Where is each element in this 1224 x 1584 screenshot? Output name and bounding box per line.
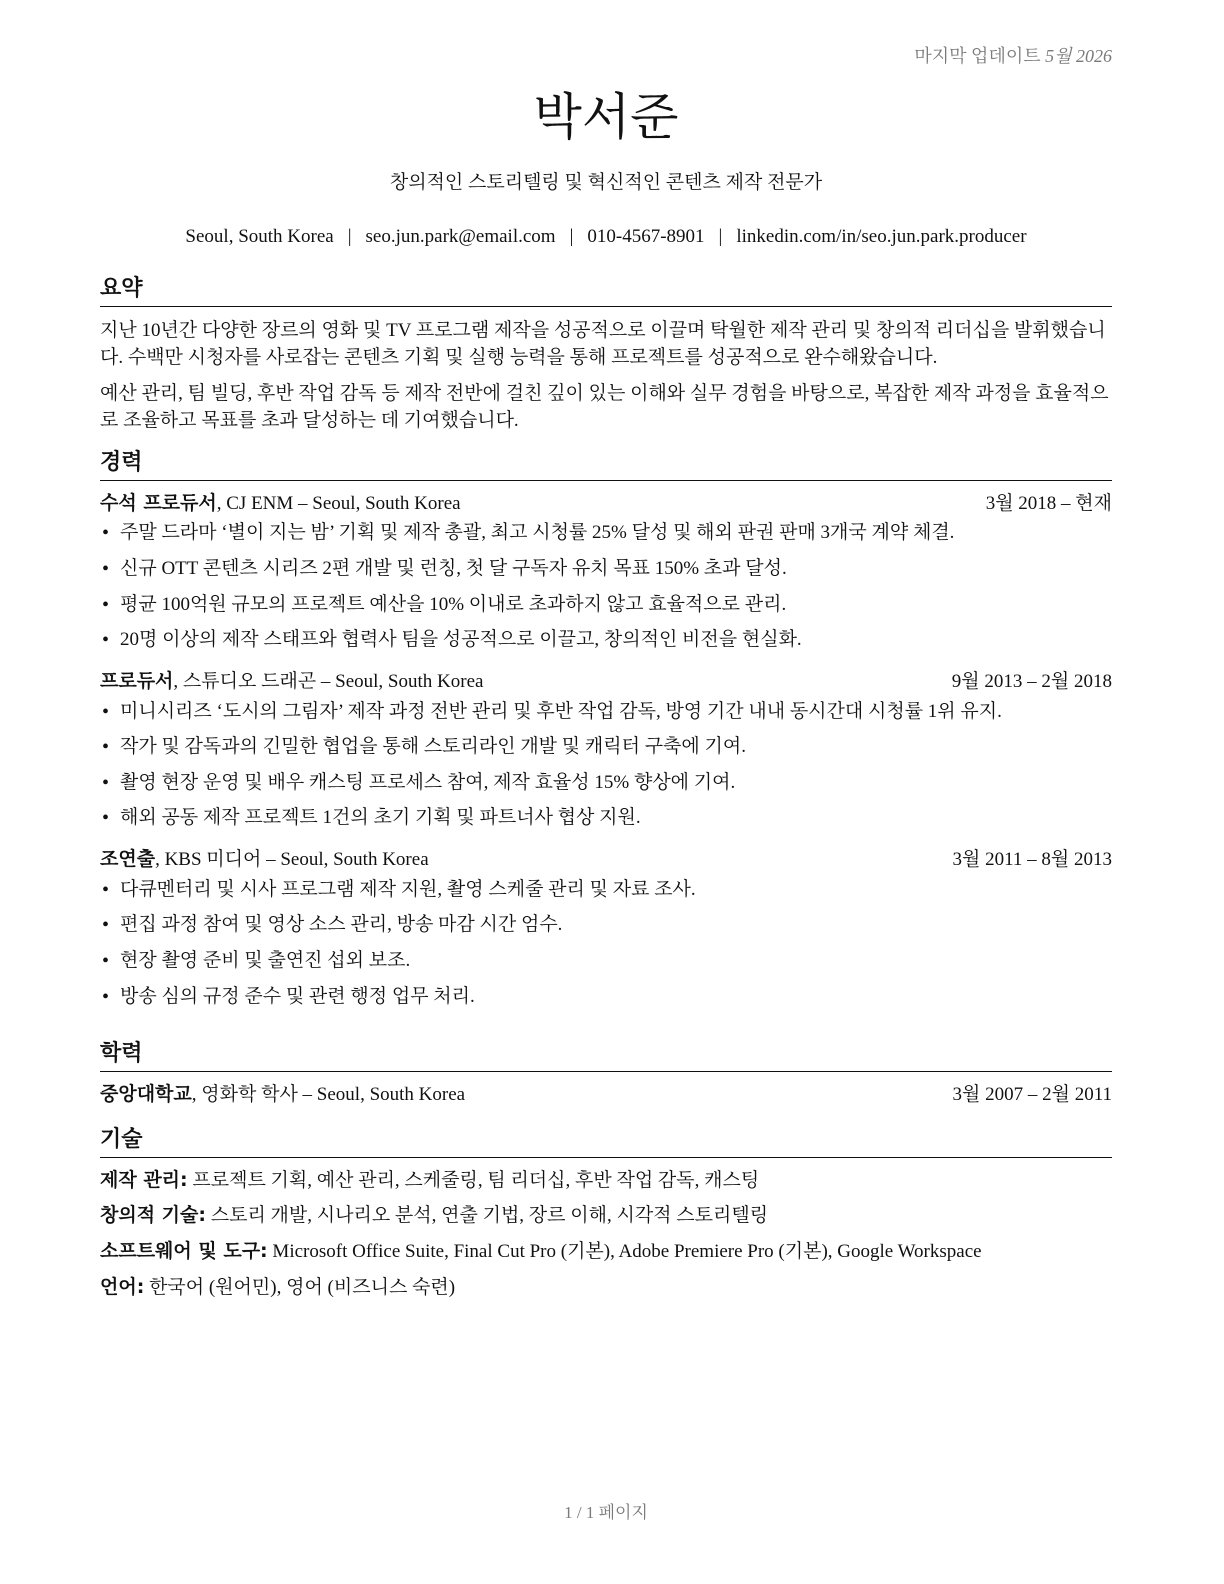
candidate-name: 박서준 xyxy=(533,88,679,146)
job-bullet: • 현장 촬영 준비 및 출연진 섭외 보조. xyxy=(100,948,1112,974)
summary-paragraph: 예산 관리, 팀 빌딩, 후반 작업 감독 등 제작 전반에 걸친 깊이 있는 이해와 실무 경험을 바탕으로, 복잡한 제작 과정을 효율적으로 조율하고 목표를 초과 달성하는 데 기여했습니다. xyxy=(100,382,1109,432)
job-bullet: • 다큐멘터리 및 시사 프로그램 제작 지원, 촬영 스케줄 관리 및 자료 조사. xyxy=(100,877,1112,903)
page-number: 1 / 1 페이지 xyxy=(564,1503,648,1522)
job-bullet: • 작가 및 감독과의 긴밀한 협업을 통해 스토리라인 개발 및 캐릭터 구축에 기여. xyxy=(100,734,1112,760)
job-org: , 스튜디오 드래곤 – Seoul, South Korea xyxy=(173,670,484,692)
skill-row xyxy=(100,1239,1112,1265)
skill-row xyxy=(100,1275,1112,1301)
contact-line xyxy=(88,224,1124,250)
resume-page xyxy=(100,0,1112,1584)
job-bullets xyxy=(100,699,1112,832)
job-bullet: • 주말 드라마 ‘별이 지는 밤’ 기획 및 제작 총괄, 최고 시청률 25% 달성 및 해외 판권 판매 3개국 계약 체결. xyxy=(100,520,1112,546)
last-updated-label: 마지막 업데이트 xyxy=(914,46,1041,66)
contact-location: Seoul, South Korea xyxy=(185,226,334,247)
summary-section xyxy=(100,274,1112,443)
job-header xyxy=(100,847,1112,873)
job-role: 조연출 xyxy=(100,848,156,871)
skill-value: Microsoft Office Suite, Final Cut Pro (기본), Adobe Premiere Pro (기본), Google Workspace xyxy=(272,1240,982,1262)
skill-label: 제작 관리: xyxy=(100,1168,188,1191)
job-bullets xyxy=(100,520,1112,653)
job-dates: 3월 2011 – 8월 2013 xyxy=(952,849,1112,871)
summary-paragraph: 지난 10년간 다양한 장르의 영화 및 TV 프로그램 제작을 성공적으로 이끌며 탁월한 제작 관리 및 창의적 리더십을 발휘했습니다. 수백만 시청자를 사로잡는 콘텐츠 기획 및 실행 능력을 통해 프로젝트를 성공적으로 완수해왔습니다. xyxy=(100,319,1106,369)
tagline: 창의적인 스토리텔링 및 혁신적인 콘텐츠 제작 전문가 xyxy=(389,172,823,193)
last-updated-date: 5월 2026 xyxy=(1045,46,1112,66)
last-updated xyxy=(914,44,1112,68)
job-role: 프로듀서 xyxy=(100,669,174,692)
skill-label: 소프트웨어 및 도구: xyxy=(100,1239,268,1262)
contact-phone: 010-4567-8901 xyxy=(587,226,705,247)
job-bullet: • 평균 100억원 규모의 프로젝트 예산을 10% 이내로 초과하지 않고 효율적으로 관리. xyxy=(100,592,1112,618)
skill-value: 스토리 개발, 시나리오 분석, 연출 기법, 장르 이해, 시각적 스토리텔링 xyxy=(210,1205,769,1227)
job-header xyxy=(100,491,1112,517)
skill-label: 창의적 기술: xyxy=(100,1204,206,1227)
school-name: 중앙대학교 xyxy=(100,1082,192,1105)
contact-separator: | xyxy=(347,226,352,247)
job-header xyxy=(100,669,1112,695)
job-dates: 3월 2018 – 현재 xyxy=(985,492,1112,514)
job-entry xyxy=(100,669,1112,831)
section-title: 학력 xyxy=(100,1039,1112,1072)
section-title: 경력 xyxy=(100,448,1112,481)
experience-section xyxy=(100,448,1112,1025)
job-entry xyxy=(100,491,1112,653)
job-bullet: • 촬영 현장 운영 및 배우 캐스팅 프로세스 참여, 제작 효율성 15% 향상에 기여. xyxy=(100,770,1112,796)
section-title: 요약 xyxy=(100,274,1112,307)
job-bullet: • 해외 공동 제작 프로젝트 1건의 초기 기획 및 파트너사 협상 지원. xyxy=(100,805,1112,831)
contact-separator: | xyxy=(718,226,723,247)
skill-value: 한국어 (원어민), 영어 (비즈니스 숙련) xyxy=(149,1276,456,1298)
job-bullet: • 신규 OTT 콘텐츠 시리즈 2편 개발 및 런칭, 첫 달 구독자 유치 목표 150% 초과 달성. xyxy=(100,556,1112,582)
education-section xyxy=(100,1039,1112,1111)
education-entry xyxy=(100,1082,1112,1108)
education-dates: 3월 2007 – 2월 2011 xyxy=(952,1083,1112,1105)
job-bullet: • 방송 심의 규정 준수 및 관련 행정 업무 처리. xyxy=(100,984,1112,1010)
job-role: 수석 프로듀서 xyxy=(100,491,217,514)
contact-email-link[interactable]: seo.jun.park@email.com xyxy=(365,226,556,247)
job-bullet: • 편집 과정 참여 및 영상 소스 관리, 방송 마감 시간 엄수. xyxy=(100,912,1112,938)
job-bullets xyxy=(100,877,1112,1010)
job-bullet: • 20명 이상의 제작 스태프와 협력사 팀을 성공적으로 이끌고, 창의적인 비전을 현실화. xyxy=(100,627,1112,653)
skills-section xyxy=(100,1125,1112,1310)
skill-row xyxy=(100,1168,1112,1194)
section-title: 기술 xyxy=(100,1125,1112,1158)
job-bullet: • 미니시리즈 ‘도시의 그림자’ 제작 과정 전반 관리 및 후반 작업 감독, 방영 기간 내내 동시간대 시청률 1위 유지. xyxy=(100,699,1112,725)
contact-separator: | xyxy=(569,226,574,247)
job-org: , KBS 미디어 – Seoul, South Korea xyxy=(155,849,429,871)
degree-detail: , 영화학 학사 – Seoul, South Korea xyxy=(191,1083,466,1105)
contact-linkedin-link[interactable]: linkedin.com/in/seo.jun.park.producer xyxy=(736,226,1027,247)
skill-label: 언어: xyxy=(100,1275,145,1298)
job-org: , CJ ENM – Seoul, South Korea xyxy=(216,492,461,514)
skill-row xyxy=(100,1203,1112,1229)
skill-value: 프로젝트 기획, 예산 관리, 스케줄링, 팀 리더십, 후반 작업 감독, 캐스팅 xyxy=(192,1169,760,1191)
job-dates: 9월 2013 – 2월 2018 xyxy=(951,670,1112,692)
job-entry xyxy=(100,847,1112,1009)
